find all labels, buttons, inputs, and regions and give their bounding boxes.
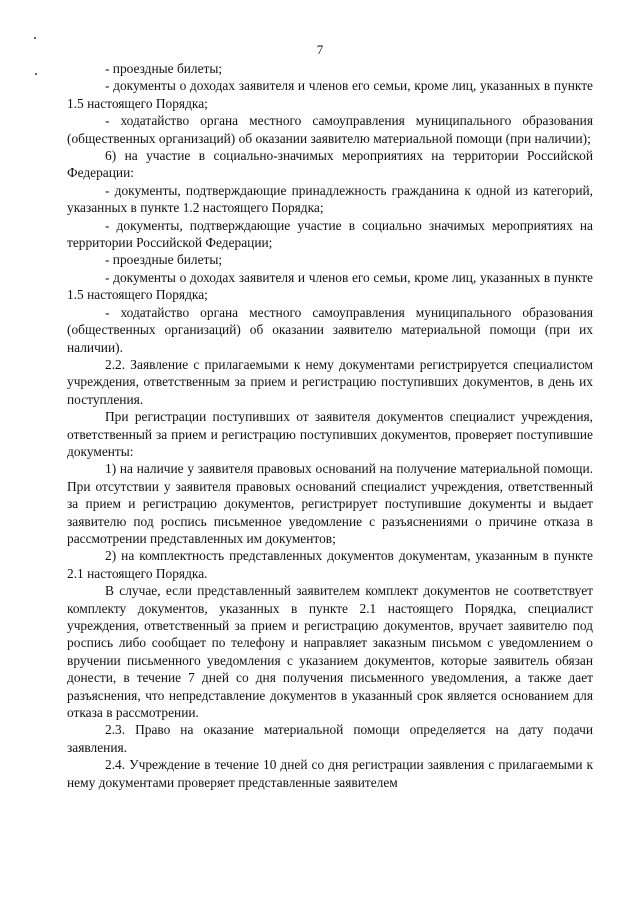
paragraph: - документы, подтверждающие принадлежность гражданина к одной из категорий, указанных в пункте 1.2 настоящего Порядка; (67, 182, 593, 216)
paragraph: 2.3. Право на оказание материальной помощи определяется на дату подачи заявления. (67, 722, 593, 755)
paragraph: - проездные билеты; (105, 252, 223, 268)
paragraph: 6) на участие в социально-значимых мероприятиях на территории Российской Федерации: (67, 148, 593, 181)
paragraph: При регистрации поступивших от заявителя документов специалист учреждения, ответственный за прием и регистрацию поступивших документов, проверяет поступившие документы: (67, 409, 593, 459)
paragraph: 2) на комплектность представленных документов документам, указанным в пункте 2.1 настоящего Порядка. (67, 548, 593, 581)
paragraph: 2.2. Заявление с прилагаемыми к нему документами регистрируется специалистом учреждения, ответственным за прием и регистрацию поступивших документов, в день их поступления. (67, 356, 593, 407)
paragraph: В случае, если представленный заявителем комплект документов не соответствует комплекту документов, указанных в пункте 2.1 настоящего Порядка, специалист учреждения, ответственный за прием и регистрацию документов, вручает заявителю под роспись либо сообщает по телефону и направляет заказным письмом с уведомлением о вручении письменного уведомления с указанием документов, которые заявитель обязан донести, в течение 7 дней со дня получения письменного уведомления, а также дает разъяснения, что непредставление документов в указанный срок является основанием для отказа в рассмотрении. (67, 583, 593, 721)
paragraph: - проездные билеты; (105, 61, 223, 76)
paragraph: - документы о доходах заявителя и членов его семьи, кроме лиц, указанных в пункте 1.5 настоящего Порядка; (67, 78, 593, 111)
scan-artifact-dot (34, 37, 36, 39)
paragraph: 2.4. Учреждение в течение 10 дней со дня регистрации заявления с прилагаемыми к нему документами проверяет представленные заявителем (67, 757, 593, 790)
paragraph: - ходатайство органа местного самоуправления муниципального образования (общественных организаций) об оказании заявителю материальной помощи (при наличии); (67, 113, 593, 146)
paragraph: - ходатайство органа местного самоуправления муниципального образования (общественных организаций) об оказании заявителю материальной помощи (при их наличии). (67, 304, 593, 355)
paragraph: - документы о доходах заявителя и членов его семьи, кроме лиц, указанных в пункте 1.5 настоящего Порядка; (67, 269, 593, 303)
paragraph: 1) на наличие у заявителя правовых оснований на получение материальной помощи. При отсутствии у заявителя правовых оснований специалист учреждения, ответственный за прием и регистрацию документов, регистрирует поступившие документы и выдает заявителю под роспись письменное уведомление с разъяснениями о причине отказа в рассмотрении представленных им документов; (67, 461, 593, 546)
page-number: 7 (316, 42, 324, 57)
paragraph: - документы, подтверждающие участие в социально значимых мероприятиях на территории Российской Федерации; (67, 217, 593, 251)
document-body (67, 60, 593, 791)
scan-artifact-dot (35, 73, 37, 75)
